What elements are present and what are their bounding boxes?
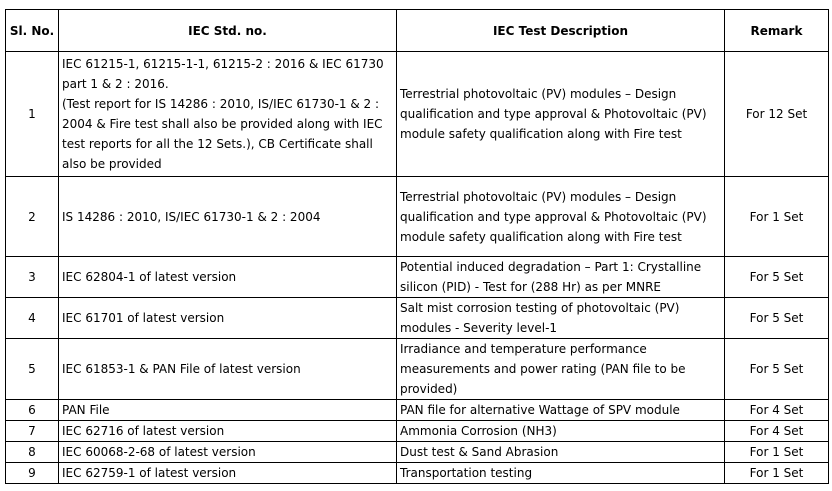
cell-std: IEC 62716 of latest version [59, 421, 397, 442]
cell-remark: For 1 Set [725, 442, 829, 463]
cell-desc: Dust test & Sand Abrasion [397, 442, 725, 463]
table-row [6, 52, 829, 177]
table-row [6, 463, 829, 484]
cell-std: IEC 62759-1 of latest version [59, 463, 397, 484]
cell-desc: Terrestrial photovoltaic (PV) modules – Design qualification and type approval & Photovoltaic (PV) module safety qualification along with Fire test [397, 177, 725, 257]
cell-slno: 2 [6, 177, 59, 257]
header-std: IEC Std. no. [59, 10, 397, 52]
table-row [6, 400, 829, 421]
cell-slno: 1 [6, 52, 59, 177]
cell-std: PAN File [59, 400, 397, 421]
cell-remark: For 5 Set [725, 298, 829, 339]
cell-slno: 5 [6, 339, 59, 400]
cell-slno: 7 [6, 421, 59, 442]
cell-std: IEC 60068-2-68 of latest version [59, 442, 397, 463]
table-row [6, 421, 829, 442]
table-row [6, 257, 829, 298]
cell-desc: Potential induced degradation – Part 1: Crystalline silicon (PID) - Test for (288 Hr) as per MNRE [397, 257, 725, 298]
cell-std: IEC 61215-1, 61215-1-1, 61215-2 : 2016 & IEC 61730 part 1 & 2 : 2016. (Test report for IS 14286 : 2010, IS/IEC 61730-1 & 2 : 2004 & Fire test shall also be provided along with IEC test reports for all the 12 Sets.), CB Certificate shall also be provided [59, 52, 397, 177]
cell-desc: Terrestrial photovoltaic (PV) modules – Design qualification and type approval & Photovoltaic (PV) module safety qualification along with Fire test [397, 52, 725, 177]
table-row [6, 298, 829, 339]
header-slno: Sl. No. [6, 10, 59, 52]
cell-remark: For 5 Set [725, 257, 829, 298]
cell-slno: 9 [6, 463, 59, 484]
table-row [6, 339, 829, 400]
cell-remark: For 4 Set [725, 421, 829, 442]
cell-std: IEC 61701 of latest version [59, 298, 397, 339]
cell-std: IEC 61853-1 & PAN File of latest version [59, 339, 397, 400]
cell-desc: Ammonia Corrosion (NH3) [397, 421, 725, 442]
cell-desc: Salt mist corrosion testing of photovoltaic (PV) modules - Severity level-1 [397, 298, 725, 339]
header-desc: IEC Test Description [397, 10, 725, 52]
cell-remark: For 12 Set [725, 52, 829, 177]
iec-test-table [5, 9, 829, 484]
cell-desc: Irradiance and temperature performance measurements and power rating (PAN file to be provided) [397, 339, 725, 400]
cell-remark: For 1 Set [725, 463, 829, 484]
cell-std: IS 14286 : 2010, IS/IEC 61730-1 & 2 : 2004 [59, 177, 397, 257]
cell-std: IEC 62804-1 of latest version [59, 257, 397, 298]
cell-slno: 4 [6, 298, 59, 339]
cell-slno: 3 [6, 257, 59, 298]
table-row [6, 442, 829, 463]
table-row [6, 177, 829, 257]
cell-slno: 6 [6, 400, 59, 421]
header-row [6, 10, 829, 52]
header-remark: Remark [725, 10, 829, 52]
cell-remark: For 4 Set [725, 400, 829, 421]
cell-desc: PAN file for alternative Wattage of SPV module [397, 400, 725, 421]
cell-desc: Transportation testing [397, 463, 725, 484]
cell-remark: For 5 Set [725, 339, 829, 400]
cell-slno: 8 [6, 442, 59, 463]
cell-remark: For 1 Set [725, 177, 829, 257]
